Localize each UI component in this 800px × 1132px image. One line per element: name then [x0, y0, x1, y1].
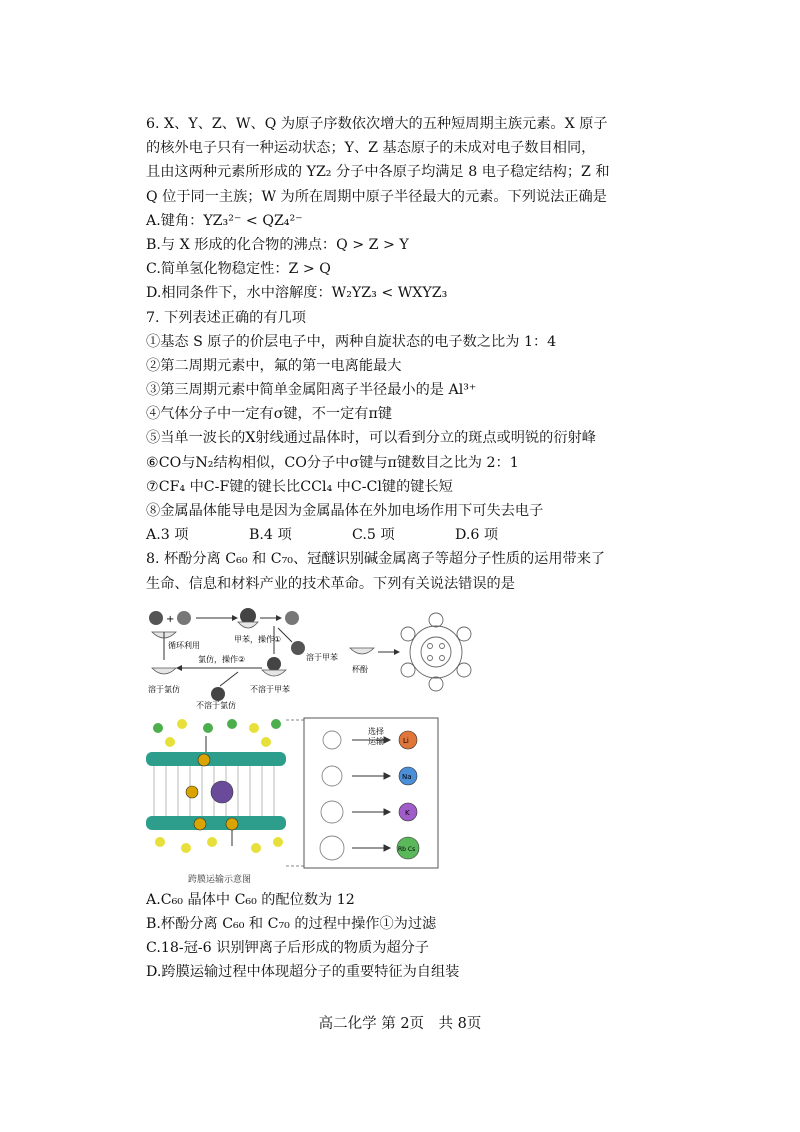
- membrane-top-band: [146, 752, 286, 766]
- ion-label-li: Li: [403, 736, 409, 745]
- question-6: [146, 112, 676, 306]
- question-7: [146, 306, 676, 548]
- dissolve-chloroform-label: 溶于氯仿: [148, 684, 180, 694]
- calixarene-label: 杯酚: [352, 664, 368, 674]
- q7-option-d: D.6 项: [455, 527, 499, 544]
- c60-ball: [291, 641, 305, 655]
- arrow-head: [176, 665, 182, 671]
- membrane-transport-diagram: [146, 716, 446, 880]
- q8-stem-line: 8. 杯酚分离 C₆₀ 和 C₇₀、冠醚识别碱金属离子等超分子性质的运用带来了: [146, 551, 606, 568]
- ion-label-na: Na: [402, 772, 412, 781]
- ion-label-k: K: [405, 808, 410, 817]
- q7-item-7: ⑦CF₄ 中C-F键的键长比CCl₄ 中C-Cl键的键长短: [146, 478, 453, 495]
- membrane-bottom-band: [146, 816, 286, 830]
- ion-label-rb-cs: Rb Cs: [398, 845, 416, 853]
- arrow-head: [276, 615, 282, 621]
- svg-text:+: +: [166, 613, 175, 625]
- q7-item-3: ③第三周期元素中简单金属阳离子半径最小的是 Al³⁺: [146, 382, 477, 399]
- chloroform-op2-label: 氯仿，操作②: [198, 654, 246, 664]
- q7-item-8: ⑧金属晶体能导电是因为金属晶体在外加电场作用下可失去电子: [146, 503, 544, 519]
- calixarene-structure: [401, 613, 471, 691]
- q8-figure: [146, 602, 676, 885]
- arrow-head: [394, 649, 400, 655]
- c70-ball: [267, 657, 281, 671]
- calixarene-bowl: [152, 668, 176, 674]
- q7-option-c: C.5 项: [352, 527, 395, 544]
- particles-bottom: [155, 837, 283, 853]
- particles-top: [153, 719, 281, 747]
- calixarene-bowl: [238, 622, 258, 628]
- q6-option-c: C.简单氢化物稳定性：Z > Q: [146, 261, 331, 278]
- q7-item-2: ②第二周期元素中，氟的第一电离能最大: [146, 357, 402, 374]
- q6-stem-line: 且由这两种元素所形成的 YZ₂ 分子中各原子均满足 8 电子稳定结构；Z 和: [146, 164, 610, 181]
- figure-caption: 跨膜运输示意图: [188, 874, 252, 885]
- q7-item-4: ④气体分子中一定有σ键，不一定有π键: [146, 406, 393, 423]
- question-8: [146, 547, 676, 984]
- c70-ball: [211, 687, 225, 701]
- q7-item-6: ⑥CO与N₂结构相似，CO分子中σ键与π键数目之比为 2：1: [146, 454, 519, 471]
- q6-stem-line: 6. X、Y、Z、W、Q 为原子序数依次增大的五种短周期主族元素。X 原子: [146, 116, 608, 132]
- q6-option-b: B.与 X 形成的化合物的沸点：Q > Z > Y: [146, 236, 409, 253]
- q6-option-a: A.键角：YZ₃²⁻ < QZ₄²⁻: [146, 212, 303, 229]
- recycle-label: 循环利用: [168, 640, 200, 650]
- c60-ball: [285, 611, 299, 625]
- insoluble-chloroform-label: 不溶于氯仿: [196, 700, 236, 710]
- q6-option-d: D.相同条件下，水中溶解度：W₂YZ₃ < WXYZ₃: [146, 285, 448, 302]
- separation-diagram: [146, 602, 676, 710]
- c70-ball: [149, 611, 163, 625]
- transport-label: 运输: [368, 736, 384, 746]
- arrow-head: [232, 615, 238, 621]
- select-label: 选择: [368, 726, 384, 736]
- crown-ethers: [320, 731, 344, 860]
- q7-option-b: B.4 项: [249, 527, 292, 544]
- q6-stem-line: Q 位于同一主族；W 为所在周期中原子半径最大的元素。下列说法正确是: [146, 188, 607, 205]
- calixarene-bowl: [350, 648, 374, 654]
- q7-options: [146, 523, 676, 547]
- calixarene-bowl: [262, 670, 286, 676]
- q8-option-a: A.C₆₀ 晶体中 C₆₀ 的配位数为 12: [146, 891, 355, 908]
- q8-stem-line: 生命、信息和材料产业的技术革命。下列有关说法错误的是: [146, 575, 515, 592]
- c60-ball: [177, 611, 191, 625]
- dissolve-toluene-label: 溶于甲苯: [306, 652, 338, 662]
- arrow: [220, 672, 238, 686]
- insoluble-toluene-label: 不溶于甲苯: [250, 684, 290, 694]
- q8-option-c: C.18-冠-6 识别钾离子后形成的物质为超分子: [146, 940, 430, 957]
- q7-stem: 7. 下列表述正确的有几项: [146, 309, 306, 326]
- q6-stem-line: 的核外电子只有一种运动状态；Y、Z 基态原子的未成对电子数目相同，: [146, 140, 596, 157]
- q7-item-5: ⑤当单一波长的X射线通过晶体时，可以看到分立的斑点或明锐的衍射峰: [146, 430, 596, 447]
- q8-option-d: D.跨膜运输过程中体现超分子的重要特征为自组装: [146, 964, 460, 981]
- toluene-op1-label: 甲苯，操作①: [234, 634, 282, 644]
- transport-arrows: [352, 737, 390, 851]
- page-footer: 高二化学 第 2页 共 8页: [318, 1016, 482, 1032]
- q7-item-1: ①基态 S 原子的价层电子中，两种自旋状态的电子数之比为 1：4: [146, 333, 557, 350]
- q7-option-a: A.3 项: [146, 527, 189, 544]
- c70-ball: [240, 608, 256, 624]
- q8-option-b: B.杯酚分离 C₆₀ 和 C₇₀ 的过程中操作①为过滤: [146, 915, 437, 932]
- question-content: [146, 112, 676, 985]
